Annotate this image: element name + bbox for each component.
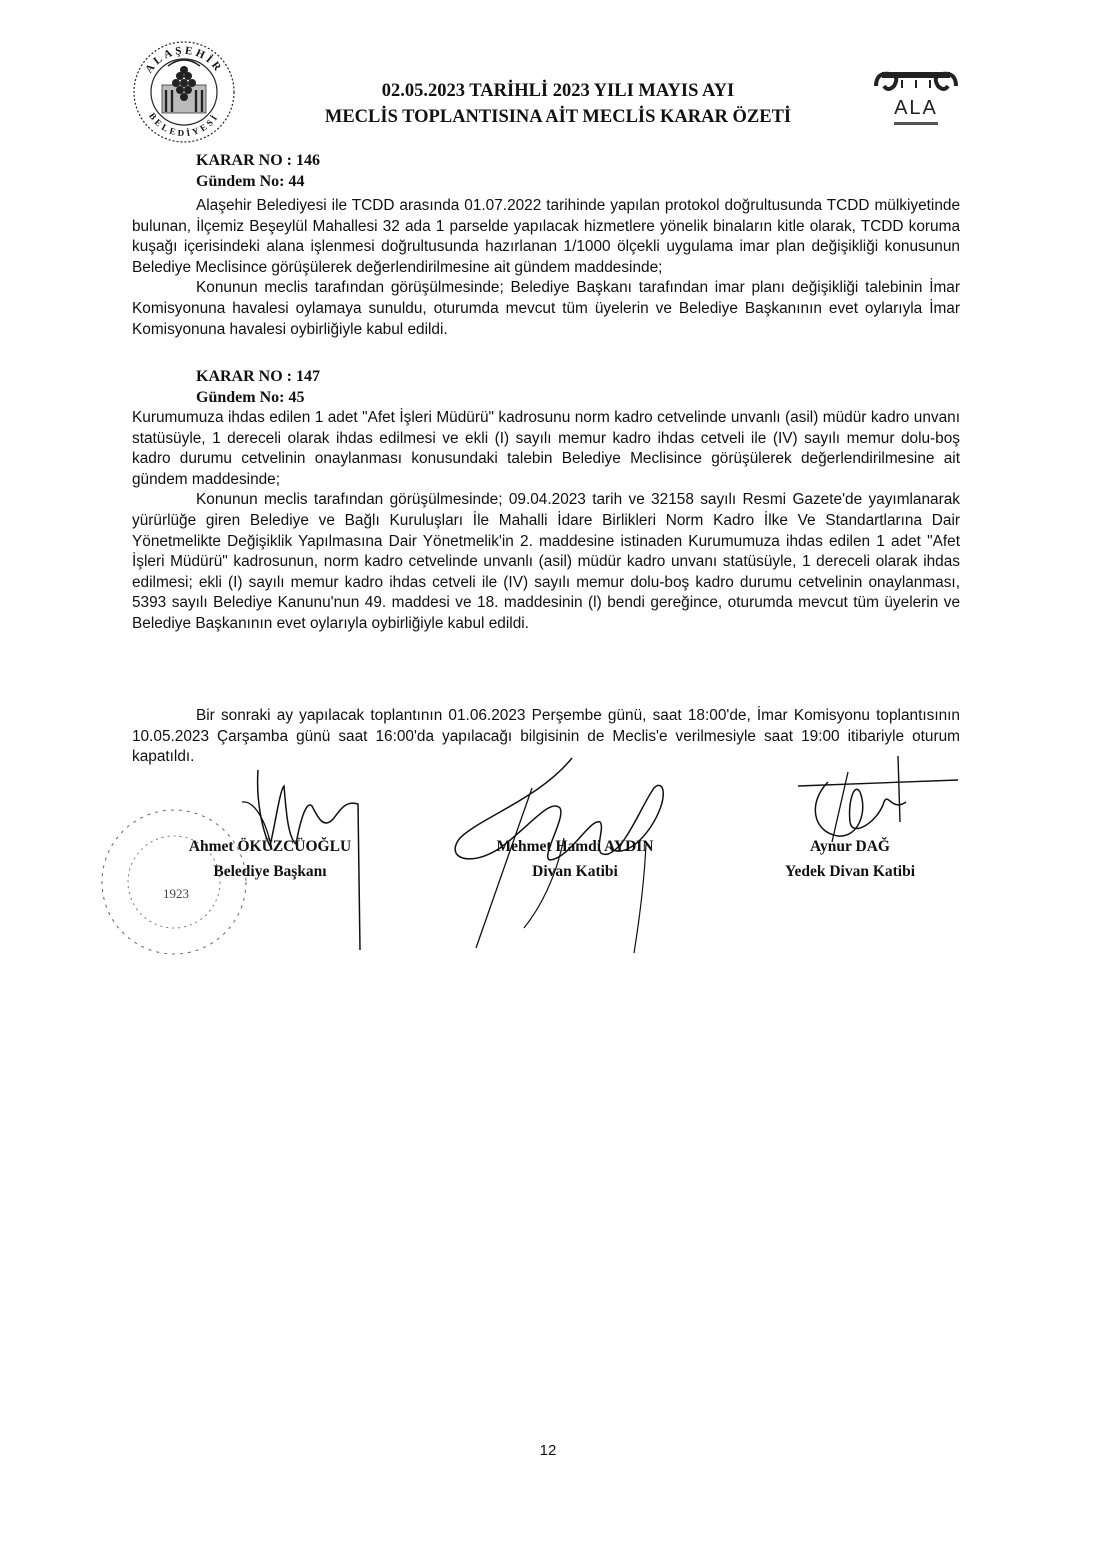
header-line-1: 02.05.2023 TARİHLİ 2023 YILI MAYIS AYI [381, 81, 735, 101]
ala-logo-text: ALA [894, 97, 938, 119]
svg-text:BELEDİYESİ: BELEDİYESİ [147, 110, 221, 139]
paragraph: Konunun meclis tarafından görüşülmesinde; Belediye Başkanı tarafından imar planı değişikliği talebinin İmar Komisyonuna havalesi oylamaya sunuldu, oturumda mevcut tüm üyelerin ve Belediye Başkanının evet oylarıyla İmar Komisyonuna havalesi oybirliğiyle kabul edildi. [132, 279, 960, 338]
signer-name: Mehmet Hamdi AYDIN [496, 838, 654, 855]
paragraph: Kurumumuza ihdas edilen 1 adet "Afet İşleri Müdürü" kadrosunu norm kadro cetvelinde unvanlı (asil) müdür kadro unvanı statüsüyle, 1 dereceli olarak ihdas edilmesi ve ekli (I) sayılı memur kadro ihdas cetveli ile (IV) sayılı memur dolu-boş kadro durumu cetvelinin onaylanması konusundaki talebin Belediye Meclisince görüşülerek değerlendirilmesine ait gündem maddesinde; [132, 409, 960, 488]
decision-146-header [196, 150, 320, 192]
ala-column-logo-icon [872, 66, 960, 134]
signature-3-icon [788, 752, 968, 852]
paragraph: Bir sonraki ay yapılacak toplantının 01.06.2023 Perşembe günü, saat 18:00'de, İmar Komisyonu toplantısının 10.05.2023 Çarşamba günü saat 16:00'da yapılacağı bilgisinin de Meclis'e verilmesiyle saat 19:00 itibariyle oturum kapatıldı. [132, 707, 960, 766]
page-number: 12 [539, 1442, 557, 1459]
paragraph: Konunun meclis tarafından görüşülmesinde; 09.04.2023 tarih ve 32158 sayılı Resmi Gazete'de yayımlanarak yürürlüğe giren Belediye ve Bağlı Kuruluşları İle Mahalli İdare Birlikleri Norm Kadro İlke Ve Standartlarına Dair Yönetmelikte Değişiklik Yapılmasına Dair Yönetmelik'in 2. maddesine istinaden Kurumumuza ihdas edilen 1 adet "Afet İşleri Müdürü" kadrosunun, norm kadro cetvelinde unvanlı (asil) müdür kadro unvanı statüsüyle, 1 dereceli olarak ihdas edilmesi; ekli (I) sayılı memur kadro ihdas cetveli ile (IV) sayılı memur dolu-boş kadro durumu cetvelinin onaylanması, 5393 sayılı Belediye Kanunu'nun 49. maddesi ve 18. maddesinin (l) bendi gereğince, oturumda mevcut tüm üyelerin ve Belediye Başkanının evet oylarıyla oybirliğiyle kabul edildi. [132, 491, 960, 632]
karar-no: KARAR NO : 147 [196, 368, 320, 385]
decision-147-header [196, 366, 320, 408]
decision-147-body [132, 408, 960, 635]
municipality-seal-icon [132, 40, 236, 144]
signature-1 [164, 838, 376, 881]
gundem-no: Gündem No: 45 [196, 389, 305, 406]
signer-name: Ahmet ÖKÜZCÜOĞLU [188, 838, 352, 855]
signer-role: Divan Katibi [532, 863, 618, 880]
decision-146-body [132, 196, 960, 340]
karar-no: KARAR NO : 146 [196, 152, 320, 169]
signer-name: Aynur DAĞ [810, 838, 890, 855]
stamp-year: 1923 [163, 886, 189, 901]
signer-role: Belediye Başkanı [213, 863, 327, 880]
signer-role: Yedek Divan Katibi [784, 863, 916, 880]
svg-text:ALAŞEHİR: ALAŞEHİR [143, 44, 225, 76]
signature-2 [470, 838, 680, 881]
document-header [260, 78, 856, 130]
header-line-2: MECLİS TOPLANTISINA AİT MECLİS KARAR ÖZETİ [324, 107, 792, 127]
paragraph: Alaşehir Belediyesi ile TCDD arasında 01.07.2022 tarihinde yapılan protokol doğrultusunda TCDD mülkiyetinde bulunan, İlçemiz Beşeylül Mahallesi 32 ada 1 parselde yapılacak hizmetlere yönelik binaların kitle olarak, TCDD koruma kuşağı içerisindeki alana işlenmesi doğrultusunda hazırlanan 1/1000 ölçekli uygulama imar plan değişikliği konusunun Belediye Meclisince görüşülerek değerlendirilmesine ait gündem maddesinde; [132, 197, 960, 276]
signature-3 [760, 838, 940, 881]
gundem-no: Gündem No: 44 [196, 173, 305, 190]
